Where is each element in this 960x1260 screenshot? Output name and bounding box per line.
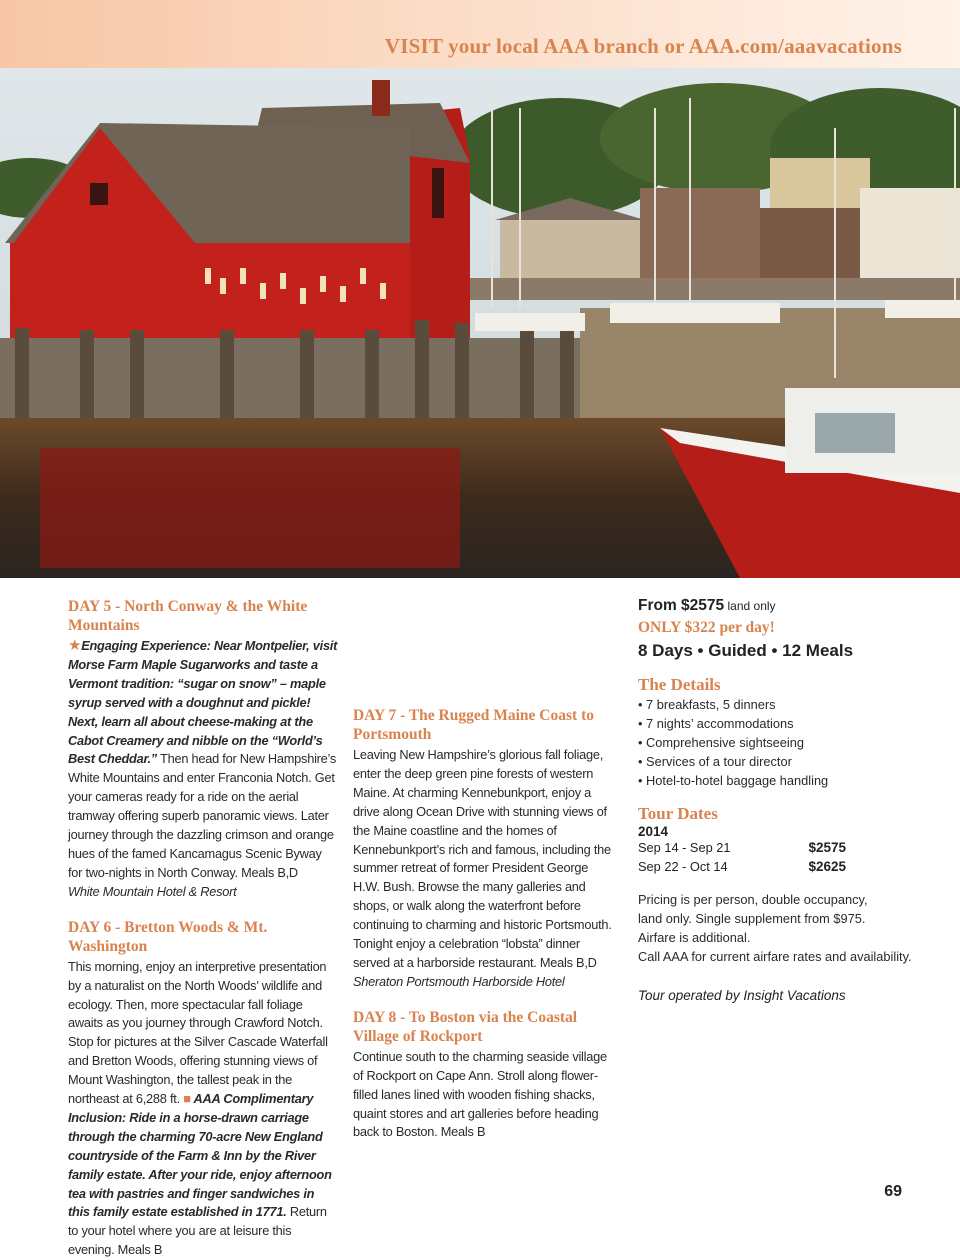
price-per-day: ONLY $322 per day! bbox=[638, 619, 775, 636]
day7-body bbox=[353, 746, 618, 992]
day6-text2: Return to your hotel where you are at leisure this evening. Meals B bbox=[68, 1204, 327, 1258]
details-item: • 7 nights’ accommodations bbox=[638, 716, 794, 731]
date-price: $2625 bbox=[808, 858, 846, 874]
day6-body bbox=[68, 958, 338, 1260]
square-icon: ■ bbox=[183, 1091, 191, 1107]
details-title: The Details bbox=[638, 675, 721, 694]
price-from bbox=[638, 597, 913, 615]
tour-dates-title: Tour Dates bbox=[638, 804, 718, 823]
price-from-label: From $2575 bbox=[638, 597, 725, 614]
pricing-line: land only. Single supplement from $975. bbox=[638, 911, 866, 926]
pricing-line: Airfare is additional. bbox=[638, 930, 751, 945]
details-item: • Services of a tour director bbox=[638, 754, 792, 769]
day6-inclusion: AAA Complimentary Inclusion: Ride in a horse-drawn carriage through the charming 70-acre New England countryside of the Farm & Inn by the River family estate. After your ride, enjoy afternoon tea with pastries and finger sandwiches in this family estate established in 1771. bbox=[68, 1091, 332, 1220]
details-item: • Hotel-to-hotel baggage handling bbox=[638, 773, 829, 788]
header-text[interactable]: VISIT your local AAA branch or AAA.com/aaavacations bbox=[384, 34, 902, 58]
day5-engaging-experience: Engaging Experience: Near Montpelier, visit Morse Farm Maple Sugarworks and taste a Vermont tradition: “sugar on snow” – maple syrup served with a doughnut and pickle! Next, learn all about cheese-making at the Cabot Creamery and nibble on the “World’s Best Cheddar.” bbox=[68, 638, 338, 767]
day7-title: DAY 7 - The Rugged Maine Coast to Portsmouth bbox=[353, 707, 594, 743]
column-2 bbox=[353, 706, 618, 1142]
tour-year: 2014 bbox=[638, 824, 669, 839]
rockport-photo bbox=[0, 68, 960, 578]
day6-text: This morning, enjoy an interpretive presentation by a naturalist on the North Woods’ wildlife and ecology. Then, more spectacular fall foliage awaits as you journey through Crawford Notch. Stop for pictures at the Silver Cascade Waterfall and Bretton Woods, offering stunning views of Mount Washington, the tallest peak in the northeast at 6,288 ft. bbox=[68, 958, 328, 1107]
pricing-line: Pricing is per person, double occupancy, bbox=[638, 892, 868, 907]
column-3-sidebar bbox=[638, 597, 913, 1003]
day5-hotel: White Mountain Hotel & Resort bbox=[68, 883, 237, 899]
details-item: • 7 breakfasts, 5 dinners bbox=[638, 697, 776, 712]
date-price: $2575 bbox=[808, 840, 846, 855]
column-1 bbox=[68, 597, 338, 1260]
page-number: 69 bbox=[884, 1183, 902, 1200]
day8-text: Continue south to the charming seaside village of Rockport on Cape Ann. Stroll along flower-filled lanes lined with wooden fishing shacks, quaint stores and art galleries before heading back to Boston. Meals B bbox=[353, 1048, 607, 1140]
header-banner bbox=[0, 0, 960, 68]
date-row bbox=[638, 858, 846, 877]
details-item: • Comprehensive sightseeing bbox=[638, 735, 804, 750]
day6-title: DAY 6 - Bretton Woods & Mt. Washington bbox=[68, 918, 268, 955]
details-list bbox=[638, 695, 913, 790]
tour-summary: 8 Days • Guided • 12 Meals bbox=[638, 641, 854, 660]
date-range: Sep 22 - Oct 14 bbox=[638, 858, 728, 874]
day7-text: Leaving New Hampshire’s glorious fall foliage, enter the deep green pine forests of western Maine. At charming Kennebunkport, enjoy a drive along Ocean Drive with stunning views of the Maine coastline and the homes of Kennebunkport’s rich and famous, including the summer retreat of former President George H.W. Bush. Browse the many galleries and shops, or walk along the waterfront before continuing to charming and historic Portsmouth. Tonight enjoy a celebration “lobsta” dinner served at a harborside restaurant. Meals B,D bbox=[353, 747, 612, 970]
day5-body bbox=[68, 637, 338, 902]
day8-body bbox=[353, 1048, 618, 1143]
day5-title: DAY 5 - North Conway & the White Mountains bbox=[68, 598, 308, 634]
star-icon: ★ bbox=[68, 637, 82, 654]
date-range: Sep 14 - Sep 21 bbox=[638, 840, 731, 855]
price-from-suffix: land only bbox=[724, 599, 776, 613]
day7-hotel: Sheraton Portsmouth Harborside Hotel bbox=[353, 973, 565, 989]
tour-operator: Tour operated by Insight Vacations bbox=[638, 988, 846, 1003]
harbor-illustration bbox=[0, 68, 960, 578]
day8-title: DAY 8 - To Boston via the Coastal Village of Rockport bbox=[353, 1008, 578, 1045]
pricing-line: Call AAA for current airfare rates and availability. bbox=[638, 949, 912, 964]
pricing-notes bbox=[638, 890, 913, 966]
date-row bbox=[638, 839, 846, 858]
day5-text: Then head for New Hampshire’s White Mountains and enter Franconia Notch. Get your cameras ready for a ride on the aerial tramway offering superb panoramic views. Later journey through the dazzling crimson and orange hues of the famed Kancamagus Scenic Byway for two-nights in North Conway. Meals B,D bbox=[68, 751, 337, 880]
